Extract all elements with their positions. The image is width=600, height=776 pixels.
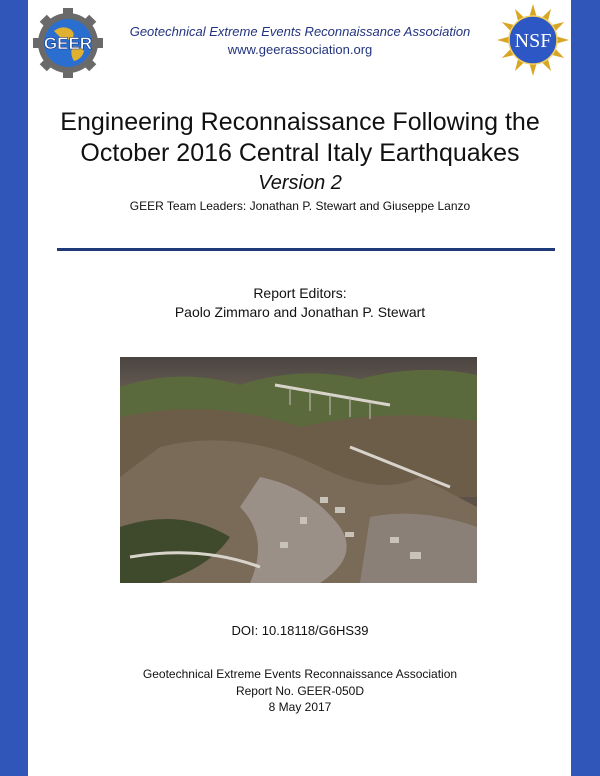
footer-date: 8 May 2017 bbox=[268, 700, 332, 714]
nsf-logo bbox=[497, 4, 569, 76]
aerial-photo bbox=[120, 357, 477, 583]
team-leaders: GEER Team Leaders: Jonathan P. Stewart and Giuseppe Lanzo bbox=[129, 199, 471, 213]
editors-label: Report Editors: bbox=[253, 285, 347, 301]
title-line-1: Engineering Reconnaissance Following the bbox=[60, 108, 540, 136]
nsf-logo-text: NSF bbox=[514, 30, 552, 52]
geer-logo-text: GEER bbox=[43, 34, 93, 53]
report-version: Version 2 bbox=[258, 172, 342, 194]
footer-organization: Geotechnical Extreme Events Reconnaissance Association bbox=[142, 667, 458, 681]
title-line-2: October 2016 Central Italy Earthquakes bbox=[80, 139, 520, 167]
association-name: Geotechnical Extreme Events Reconnaissance Association bbox=[129, 24, 471, 39]
editors-names: Paolo Zimmaro and Jonathan P. Stewart bbox=[174, 304, 426, 320]
association-website: www.geerassociation.org bbox=[227, 42, 373, 57]
geer-logo bbox=[32, 7, 104, 79]
doi: DOI: 10.18118/G6HS39 bbox=[231, 623, 369, 638]
report-title bbox=[0, 107, 600, 169]
footer-report-number: Report No. GEER-050D bbox=[235, 684, 365, 698]
divider-rule bbox=[57, 248, 555, 251]
